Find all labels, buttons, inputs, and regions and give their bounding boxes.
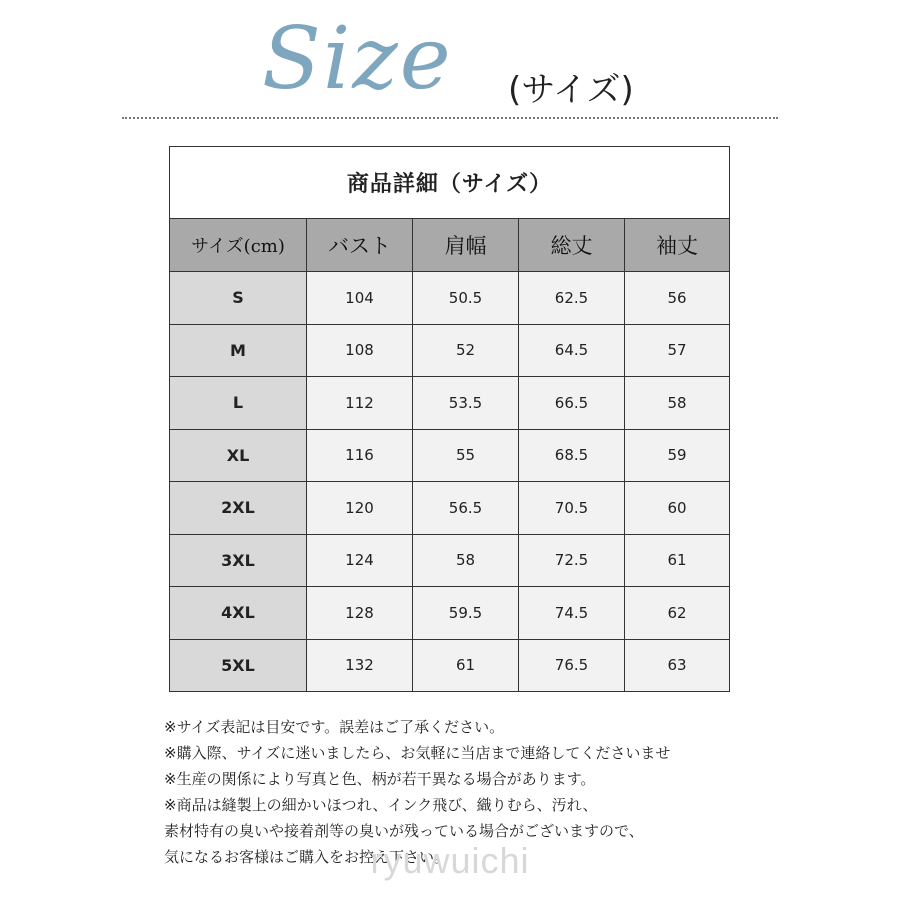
shoulder-cell: 55 xyxy=(413,429,519,482)
shoulder-cell: 58 xyxy=(413,534,519,587)
size-kana-title: (サイズ) xyxy=(508,70,634,110)
bust-cell: 104 xyxy=(307,272,413,325)
size-cell: L xyxy=(170,377,307,430)
sleeve-cell: 59 xyxy=(625,429,730,482)
table-row xyxy=(170,377,730,430)
bust-cell: 108 xyxy=(307,324,413,377)
length-cell: 74.5 xyxy=(519,587,625,640)
shoulder-cell: 61 xyxy=(413,639,519,692)
sleeve-cell: 63 xyxy=(625,639,730,692)
sleeve-cell: 57 xyxy=(625,324,730,377)
note-line: ※購入際、サイズに迷いましたら、お気軽に当店まで連絡してくださいませ xyxy=(164,744,671,762)
dotted-divider xyxy=(122,117,778,119)
shoulder-cell: 50.5 xyxy=(413,272,519,325)
watermark: ryuwuichi xyxy=(370,840,530,881)
note-line: ※生産の関係により写真と色、柄が若干異なる場合があります。 xyxy=(164,770,596,788)
table-caption: 商品詳細（サイズ） xyxy=(170,147,730,219)
header-sleeve: 袖丈 xyxy=(625,219,730,272)
size-cell: 4XL xyxy=(170,587,307,640)
bust-cell: 128 xyxy=(307,587,413,640)
table-row xyxy=(170,534,730,587)
length-cell: 72.5 xyxy=(519,534,625,587)
shoulder-cell: 53.5 xyxy=(413,377,519,430)
size-script-title: Size xyxy=(262,9,453,109)
shoulder-cell: 56.5 xyxy=(413,482,519,535)
note-line: ※商品は縫製上の細かいほつれ、インク飛び、織りむら、汚れ、 xyxy=(164,796,598,814)
shoulder-cell: 59.5 xyxy=(413,587,519,640)
size-cell: XL xyxy=(170,429,307,482)
size-table xyxy=(169,146,730,692)
header-length: 総丈 xyxy=(519,219,625,272)
sleeve-cell: 58 xyxy=(625,377,730,430)
length-cell: 76.5 xyxy=(519,639,625,692)
size-cell: S xyxy=(170,272,307,325)
length-cell: 64.5 xyxy=(519,324,625,377)
header-shoulder: 肩幅 xyxy=(413,219,519,272)
bust-cell: 124 xyxy=(307,534,413,587)
table-row xyxy=(170,429,730,482)
table-row xyxy=(170,272,730,325)
shoulder-cell: 52 xyxy=(413,324,519,377)
header-bust: バスト xyxy=(307,219,413,272)
size-cell: 5XL xyxy=(170,639,307,692)
table-row xyxy=(170,482,730,535)
length-cell: 66.5 xyxy=(519,377,625,430)
size-cell: M xyxy=(170,324,307,377)
bust-cell: 116 xyxy=(307,429,413,482)
note-line: 素材特有の臭いや接着剤等の臭いが残っている場合がございますので、 xyxy=(164,822,644,840)
length-cell: 70.5 xyxy=(519,482,625,535)
table-row xyxy=(170,639,730,692)
size-cell: 2XL xyxy=(170,482,307,535)
table-row xyxy=(170,587,730,640)
bust-cell: 132 xyxy=(307,639,413,692)
table-header-row xyxy=(170,219,730,272)
sleeve-cell: 60 xyxy=(625,482,730,535)
bust-cell: 112 xyxy=(307,377,413,430)
length-cell: 62.5 xyxy=(519,272,625,325)
note-line: ※サイズ表記は目安です。誤差はご了承ください。 xyxy=(164,718,505,736)
header-size: サイズ(cm) xyxy=(170,219,307,272)
sleeve-cell: 62 xyxy=(625,587,730,640)
size-cell: 3XL xyxy=(170,534,307,587)
bust-cell: 120 xyxy=(307,482,413,535)
length-cell: 68.5 xyxy=(519,429,625,482)
sleeve-cell: 56 xyxy=(625,272,730,325)
size-title xyxy=(262,4,682,114)
sleeve-cell: 61 xyxy=(625,534,730,587)
table-row xyxy=(170,324,730,377)
note-line: 気になるお客様はご購入をお控え下さい。 xyxy=(164,848,450,866)
